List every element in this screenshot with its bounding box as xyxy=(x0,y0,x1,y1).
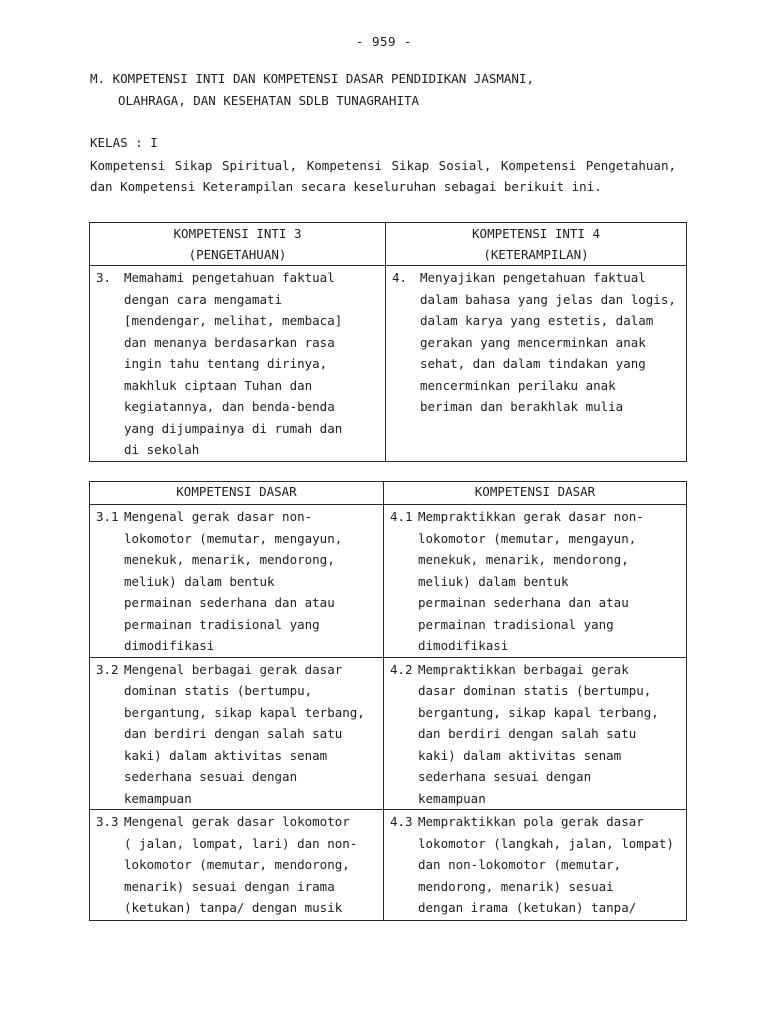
kd-number: 4.3 xyxy=(390,814,413,829)
ki3-header-title: KOMPETENSI INTI 3 xyxy=(173,226,302,241)
kd-item xyxy=(90,810,383,919)
kd-text: Mengenal gerak dasar non- lokomotor (memutar, mengayun, menekuk, menarik, mendorong, meliuk) dalam bentuk permainan sederhana dan atau permainan tradisional yang dimodifikasi xyxy=(124,509,343,653)
kd-left-header: KOMPETENSI DASAR xyxy=(90,482,384,505)
ki3-number: 3. xyxy=(96,270,112,285)
kd-right-header: KOMPETENSI DASAR xyxy=(384,482,687,505)
ki4-item xyxy=(386,266,686,418)
section-heading xyxy=(90,68,690,112)
core-competency-table xyxy=(89,222,687,462)
class-label: KELAS : I xyxy=(90,135,158,150)
ki4-cell xyxy=(386,266,687,462)
kd-cell-3-3 xyxy=(90,810,384,921)
ki4-number: 4. xyxy=(392,270,408,285)
kd-cell-4-1 xyxy=(384,505,687,658)
kd-cell-4-3 xyxy=(384,810,687,921)
page-number: - 959 - xyxy=(355,34,413,49)
ki3-item xyxy=(90,266,385,461)
table-row xyxy=(90,505,687,658)
ki3-cell xyxy=(90,266,386,462)
kd-number: 3.1 xyxy=(96,509,119,524)
section-heading-line-2: OLAHRAGA, DAN KESEHATAN SDLB TUNAGRAHITA xyxy=(118,93,420,108)
ki4-header xyxy=(386,223,687,266)
basic-competency-table xyxy=(89,481,687,921)
kd-item xyxy=(384,658,686,810)
kd-item xyxy=(90,658,383,810)
kd-item xyxy=(90,505,383,657)
kd-number: 4.2 xyxy=(390,661,413,677)
core-competency-header-row xyxy=(90,223,687,266)
kd-text: Mempraktikkan berbagai gerak dasar dominan statis (bertumpu, bergantung, sikap kapal terbang, dan berdiri dengan salah satu kaki) dalam aktivitas senam sederhana sesuai dengan kemampuan xyxy=(418,661,659,806)
kd-cell-3-1 xyxy=(90,505,384,658)
table-row xyxy=(90,657,687,810)
kd-item xyxy=(384,505,686,657)
core-competency-body-row xyxy=(90,266,687,462)
kd-text: Mempraktikkan gerak dasar non- lokomotor (memutar, mengayun, menekuk, menarik, mendorong, meliuk) dalam bentuk permainan sederhana dan atau permainan tradisional yang dimodifikasi xyxy=(418,509,644,653)
kd-cell-3-2 xyxy=(90,657,384,810)
ki3-text: Memahami pengetahuan faktual dengan cara mengamati [mendengar, melihat, membaca] dan menanya berdasarkan rasa ingin tahu tentang dirinya, makhluk ciptaan Tuhan dan kegiatannya, dan benda-benda yang dijumpainya di rumah dan di sekolah xyxy=(124,270,343,457)
kd-number: 3.3 xyxy=(96,814,119,829)
kd-text: Mengenal berbagai gerak dasar dominan statis (bertumpu, bergantung, sikap kapal terbang, dan berdiri dengan salah satu kaki) dalam aktivitas senam sederhana sesuai dengan kemampuan xyxy=(124,661,365,806)
kd-cell-4-2 xyxy=(384,657,687,810)
kd-number: 4.1 xyxy=(390,509,413,524)
section-heading-line-1: M. KOMPETENSI INTI DAN KOMPETENSI DASAR PENDIDIKAN JASMANI, xyxy=(90,71,535,86)
basic-competency-header-row xyxy=(90,482,687,505)
ki4-text: Menyajikan pengetahuan faktual dalam bahasa yang jelas dan logis, dalam karya yang estetis, dalam gerakan yang mencerminkan anak sehat, dan dalam tindakan yang mencerminkan perilaku anak beriman dan berakhlak mulia xyxy=(420,270,676,414)
ki4-header-title: KOMPETENSI INTI 4 xyxy=(472,226,600,241)
kd-number: 3.2 xyxy=(96,661,119,677)
intro-paragraph: Kompetensi Sikap Spiritual, Kompetensi Sikap Sosial, Kompetensi Pengetahuan, dan Kompetensi Keterampilan secara keseluruhan sebagai berikuit ini. xyxy=(90,158,676,194)
ki3-header-subtitle: (PENGETAHUAN) xyxy=(188,247,287,262)
ki3-header xyxy=(90,223,386,266)
kd-item xyxy=(384,810,686,919)
table-row xyxy=(90,810,687,921)
kd-text: Mengenal gerak dasar lokomotor ( jalan, lompat, lari) dan non- lokomotor (memutar, mendorong, menarik) sesuai dengan irama (ketukan) tanpa/ dengan musik xyxy=(124,814,358,915)
ki4-header-subtitle: (KETERAMPILAN) xyxy=(483,247,589,262)
kd-text: Mempraktikkan pola gerak dasar lokomotor (langkah, jalan, lompat) dan non-lokomotor (memutar, mendorong, menarik) sesuai dengan irama (ketukan) tanpa/ xyxy=(418,814,674,915)
